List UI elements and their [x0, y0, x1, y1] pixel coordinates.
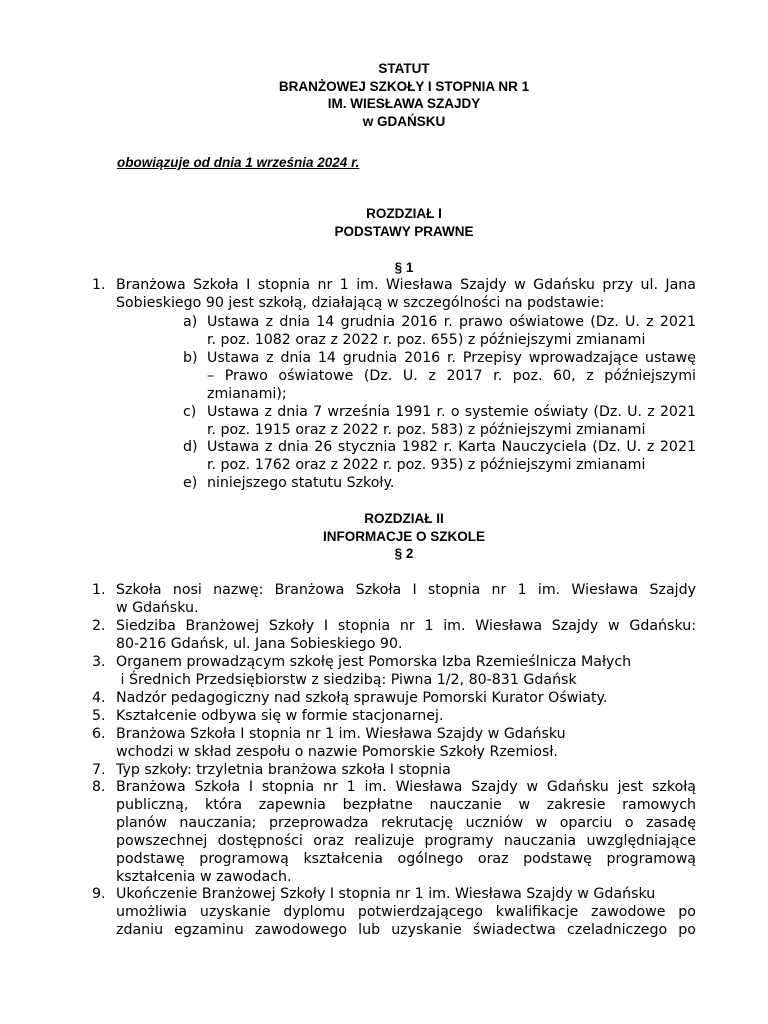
- sub-item-label: b): [183, 350, 198, 366]
- item-text-line: w Gdańsku.: [116, 600, 199, 616]
- item-text-line: Kształcenie odbywa się w formie stacjonarnej.: [116, 708, 444, 724]
- item-text-line: Szkoła nosi nazwę: Branżowa Szkoła I stopnia nr 1 im. Wiesława Szajdy: [116, 582, 696, 598]
- section-1-heading: [0, 259, 768, 277]
- section-number: § 1: [394, 260, 414, 275]
- item-text-line: 80-216 Gdańsk, ul. Jana Sobieskiego 90.: [116, 636, 403, 652]
- chapter-1-heading: [0, 205, 768, 240]
- item-number: 6.: [92, 726, 106, 742]
- item-text-line: – Prawo oświatowe (Dz. U. z 2017 r. poz. 60, z późniejszymi: [207, 368, 696, 384]
- item-text-line: podstawę programową kształcenia ogólnego oraz podstawę programową: [116, 851, 696, 867]
- item-text-line: Ustawa z dnia 14 grudnia 2016 r. Przepisy wprowadzające ustawę: [207, 350, 696, 366]
- document-title: [0, 60, 768, 130]
- item-text-line: umożliwia uzyskanie dyplomu potwierdzającego kwalifikacje zawodowe po: [116, 904, 696, 920]
- title-line: w GDAŃSKU: [362, 113, 446, 129]
- item-text-line: r. poz. 1915 oraz z 2022 r. poz. 583) z późniejszymi zmianami: [207, 422, 646, 438]
- item-text-line: Branżowa Szkoła I stopnia nr 1 im. Wiesława Szajdy w Gdańsku: [116, 726, 566, 742]
- item-text-line: Ustawa z dnia 14 grudnia 2016 r. prawo oświatowe (Dz. U. z 2021: [207, 314, 696, 330]
- item-number: 1.: [92, 277, 106, 293]
- chapter-2-heading: [0, 510, 768, 563]
- item-text-line: Typ szkoły: trzyletnia branżowa szkoła I stopnia: [116, 762, 451, 778]
- sub-item-label: d): [183, 439, 198, 455]
- item-number: 8.: [92, 779, 106, 795]
- item-text-line: r. poz. 1082 oraz z 2022 r. poz. 655) z późniejszymi zmianami: [207, 332, 646, 348]
- chapter-subtitle: PODSTAWY PRAWNE: [334, 223, 474, 239]
- item-number: 1.: [92, 582, 106, 598]
- chapter-title: ROZDZIAŁ II: [364, 511, 444, 526]
- item-text-line: Branżowa Szkoła I stopnia nr 1 im. Wiesława Szajdy w Gdańsku jest szkołą: [116, 779, 696, 795]
- item-text-line: wchodzi w skład zespołu o nazwie Pomorskie Szkoły Rzemiosł.: [116, 744, 558, 760]
- item-text-line: Ukończenie Branżowej Szkoły I stopnia nr 1 im. Wiesława Szajdy w Gdańsku: [116, 886, 656, 902]
- item-text-line: Sobieskiego 90 jest szkołą, działającą w szczególności na podstawie:: [116, 295, 605, 311]
- item-text-line: r. poz. 1762 oraz z 2022 r. poz. 935) z późniejszymi zmianami: [207, 457, 646, 473]
- effective-date: obowiązuje od dnia 1 września 2024 r.: [117, 155, 360, 170]
- item-text-line: planów nauczania; przeprowadza rekrutację uczniów w oparciu o zasadę: [116, 815, 696, 831]
- sub-item-label: a): [183, 314, 198, 330]
- item-number: 2.: [92, 618, 106, 634]
- title-line: STATUT: [378, 61, 430, 76]
- item-text-line: Nadzór pedagogiczny nad szkołą sprawuje Pomorski Kurator Oświaty.: [116, 690, 608, 706]
- title-line: BRANŻOWEJ SZKOŁY I STOPNIA NR 1: [278, 78, 530, 94]
- item-text-line: Ustawa z dnia 7 września 1991 r. o systemie oświaty (Dz. U. z 2021: [207, 404, 696, 420]
- item-number: 5.: [92, 708, 106, 724]
- item-text-line: Branżowa Szkoła I stopnia nr 1 im. Wiesława Szajdy w Gdańsku przy ul. Jana: [116, 277, 696, 293]
- sub-item-label: e): [183, 475, 198, 491]
- title-line: IM. WIESŁAWA SZAJDY: [327, 96, 481, 111]
- item-text-line: Organem prowadzącym szkołę jest Pomorska Izba Rzemieślnicza Małych: [116, 654, 632, 670]
- item-text-line: i Średnich Przedsiębiorstw z siedzibą: Piwna 1/2, 80-831 Gdańsk: [116, 672, 577, 688]
- item-text-line: niniejszego statutu Szkoły.: [207, 475, 395, 491]
- item-text-line: zmianami);: [207, 386, 287, 402]
- chapter-subtitle: INFORMACJE O SZKOLE: [322, 528, 485, 544]
- item-number: 7.: [92, 762, 106, 778]
- item-text-line: Siedziba Branżowej Szkoły I stopnia nr 1 im. Wiesława Szajdy w Gdańsku:: [116, 618, 696, 634]
- item-text-line: Ustawa z dnia 26 stycznia 1982 r. Karta Nauczyciela (Dz. U. z 2021: [207, 439, 696, 455]
- sub-item-label: c): [183, 404, 197, 420]
- item-number: 3.: [92, 654, 106, 670]
- item-text-line: powszechnej dostępności oraz realizuje programy nauczania uwzględniające: [116, 833, 696, 849]
- section-number: § 2: [394, 546, 414, 561]
- item-number: 4.: [92, 690, 106, 706]
- item-text-line: zdaniu egzaminu zawodowego lub uzyskanie świadectwa czeladniczego po: [116, 922, 696, 938]
- chapter-title: ROZDZIAŁ I: [366, 206, 442, 221]
- item-text-line: kształcenia w zawodach.: [116, 869, 292, 885]
- item-text-line: publiczną, która zapewnia bezpłatne nauczanie w zakresie ramowych: [116, 797, 696, 813]
- item-number: 9.: [92, 886, 106, 902]
